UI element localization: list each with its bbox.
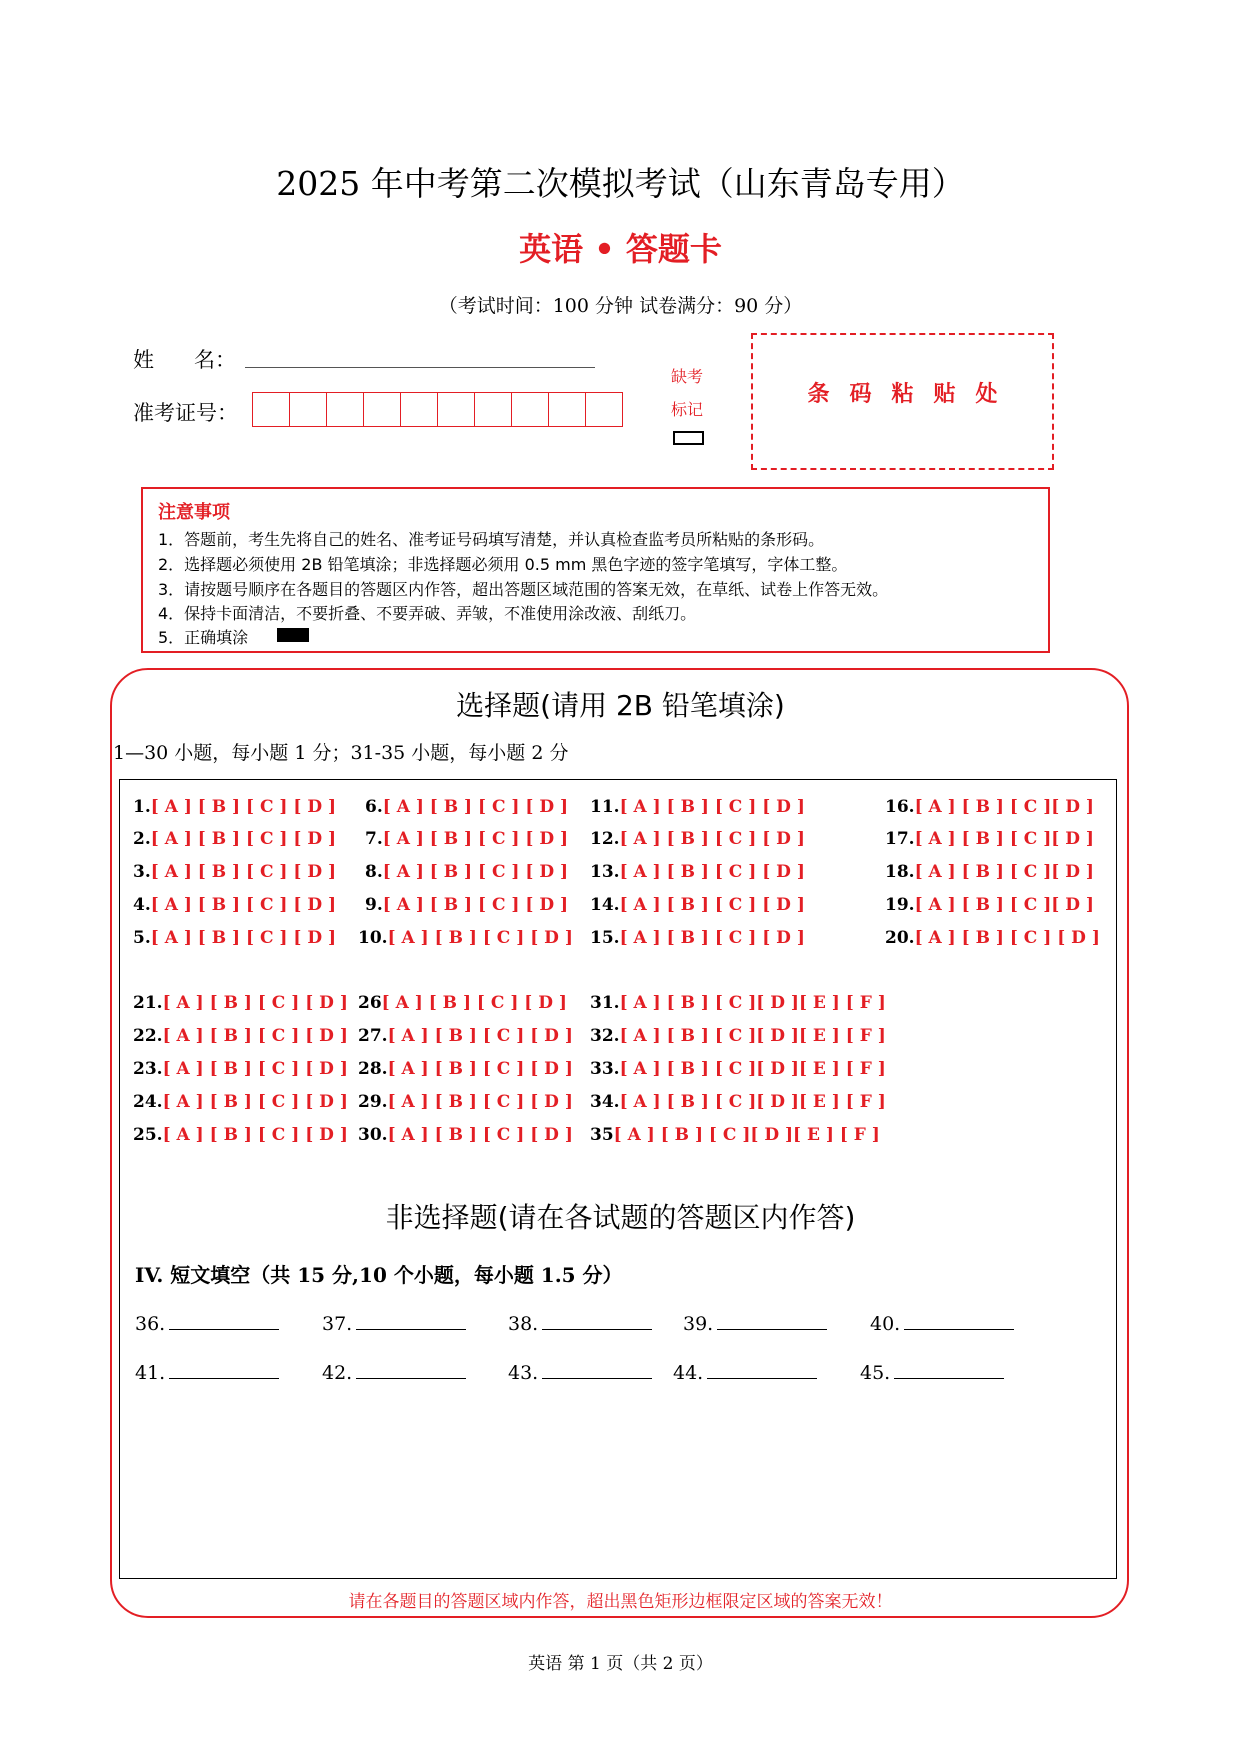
non-choice-section-title: 非选择题(请在各试题的答题区内作答)	[385, 1201, 856, 1234]
page-number: 英语 第 1 页（共 2 页）	[528, 1654, 713, 1674]
question-item[interactable]: 4.[ A ] [ B ] [ C ] [ D ]	[133, 895, 337, 915]
question-item[interactable]: 6.[ A ] [ B ] [ C ] [ D ]	[365, 797, 569, 817]
question-item[interactable]: 15.[ A ] [ B ] [ C ] [ D ]	[590, 928, 805, 948]
blank-answer[interactable]: 42.	[322, 1360, 466, 1384]
blank-answer[interactable]: 41.	[135, 1360, 279, 1384]
question-item[interactable]: 7.[ A ] [ B ] [ C ] [ D ]	[365, 829, 569, 849]
id-digit-box[interactable]	[548, 392, 586, 427]
question-item[interactable]: 16.[ A ] [ B ] [ C ][ D ]	[885, 797, 1094, 817]
question-item[interactable]: 5.[ A ] [ B ] [ C ] [ D ]	[133, 928, 337, 948]
id-digit-box[interactable]	[363, 392, 401, 427]
question-item[interactable]: 14.[ A ] [ B ] [ C ] [ D ]	[590, 895, 805, 915]
question-item[interactable]: 33.[ A ] [ B ] [ C ][ D ][ E ] [ F ]	[590, 1059, 886, 1079]
id-digit-box[interactable]	[326, 392, 364, 427]
barcode-label: 条码粘贴处	[807, 381, 1018, 407]
name-field[interactable]	[245, 367, 595, 368]
absent-mark-label: 标记	[671, 400, 704, 419]
notice-item: 5．正确填涂	[158, 628, 249, 647]
id-digit-box[interactable]	[474, 392, 512, 427]
scoring-rules: 1—30 小题，每小题 1 分；31-35 小题，每小题 2 分	[113, 742, 569, 764]
blank-answer[interactable]: 38.	[508, 1311, 652, 1335]
blank-answer[interactable]: 37.	[322, 1311, 466, 1335]
blank-answer[interactable]: 44.	[673, 1360, 817, 1384]
notice-item: 2．选择题必须使用 2B 铅笔填涂；非选择题必须用 0.5 mm 黑色字迹的签字笔填写，字体工整。	[158, 555, 848, 574]
question-item[interactable]: 22.[ A ] [ B ] [ C ] [ D ]	[133, 1026, 348, 1046]
notice-item: 1．答题前，考生先将自己的姓名、准考证号码填写清楚，并认真检查监考员所粘贴的条形码。	[158, 530, 825, 549]
question-item[interactable]: 26[ A ] [ B ] [ C ] [ D ]	[358, 993, 567, 1013]
blank-answer[interactable]: 39.	[683, 1311, 827, 1335]
question-item[interactable]: 8.[ A ] [ B ] [ C ] [ D ]	[365, 862, 569, 882]
question-item[interactable]: 21.[ A ] [ B ] [ C ] [ D ]	[133, 993, 348, 1013]
notice-title: 注意事项	[158, 502, 230, 523]
name-label: 姓 名：	[133, 348, 237, 372]
question-item[interactable]: 18.[ A ] [ B ] [ C ][ D ]	[885, 862, 1094, 882]
question-item[interactable]: 12.[ A ] [ B ] [ C ] [ D ]	[590, 829, 805, 849]
notice-item: 3．请按题号顺序在各题目的答题区内作答，超出答题区域范围的答案无效，在草纸、试卷上作答无效。	[158, 580, 889, 599]
absent-mark-checkbox[interactable]	[673, 431, 704, 445]
question-item[interactable]: 23.[ A ] [ B ] [ C ] [ D ]	[133, 1059, 348, 1079]
choice-section-title: 选择题(请用 2B 铅笔填涂)	[456, 689, 785, 722]
exam-meta: （考试时间：100 分钟 试卷满分：90 分）	[438, 295, 803, 317]
exam-id-field[interactable]	[253, 392, 623, 427]
question-item[interactable]: 20.[ A ] [ B ] [ C ] [ D ]	[885, 928, 1100, 948]
answer-area-warning: 请在各题目的答题区域内作答，超出黑色矩形边框限定区域的答案无效！	[348, 1592, 893, 1612]
question-item[interactable]: 25.[ A ] [ B ] [ C ] [ D ]	[133, 1125, 348, 1145]
question-item[interactable]: 11.[ A ] [ B ] [ C ] [ D ]	[590, 797, 805, 817]
notice-item: 4．保持卡面清洁，不要折叠、不要弄破、弄皱，不准使用涂改液、刮纸刀。	[158, 604, 697, 623]
blank-answer[interactable]: 45.	[860, 1360, 1004, 1384]
answer-card-subtitle: 英语 • 答题卡	[519, 230, 722, 268]
question-item[interactable]: 29.[ A ] [ B ] [ C ] [ D ]	[358, 1092, 573, 1112]
question-item[interactable]: 35[ A ] [ B ] [ C ][ D ][ E ] [ F ]	[590, 1125, 880, 1145]
id-digit-box[interactable]	[585, 392, 623, 427]
question-item[interactable]: 30.[ A ] [ B ] [ C ] [ D ]	[358, 1125, 573, 1145]
question-item[interactable]: 28.[ A ] [ B ] [ C ] [ D ]	[358, 1059, 573, 1079]
question-item[interactable]: 34.[ A ] [ B ] [ C ][ D ][ E ] [ F ]	[590, 1092, 886, 1112]
id-digit-box[interactable]	[252, 392, 290, 427]
absent-mark-label: 缺考	[671, 367, 704, 386]
blank-answer[interactable]: 36.	[135, 1311, 279, 1335]
question-item[interactable]: 32.[ A ] [ B ] [ C ][ D ][ E ] [ F ]	[590, 1026, 886, 1046]
question-item[interactable]: 24.[ A ] [ B ] [ C ] [ D ]	[133, 1092, 348, 1112]
id-digit-box[interactable]	[437, 392, 475, 427]
question-item[interactable]: 13.[ A ] [ B ] [ C ] [ D ]	[590, 862, 805, 882]
exam-title: 2025 年中考第二次模拟考试（山东青岛专用）	[276, 164, 965, 203]
correct-fill-sample	[277, 628, 309, 642]
question-item[interactable]: 2.[ A ] [ B ] [ C ] [ D ]	[133, 829, 337, 849]
blank-answer[interactable]: 43.	[508, 1360, 652, 1384]
id-digit-box[interactable]	[400, 392, 438, 427]
question-item[interactable]: 9.[ A ] [ B ] [ C ] [ D ]	[365, 895, 569, 915]
question-item[interactable]: 1.[ A ] [ B ] [ C ] [ D ]	[133, 797, 337, 817]
blank-answer[interactable]: 40.	[870, 1311, 1014, 1335]
question-item[interactable]: 10.[ A ] [ B ] [ C ] [ D ]	[358, 928, 573, 948]
id-digit-box[interactable]	[289, 392, 327, 427]
question-item[interactable]: 27.[ A ] [ B ] [ C ] [ D ]	[358, 1026, 573, 1046]
exam-id-label: 准考证号：	[133, 401, 238, 425]
question-item[interactable]: 17.[ A ] [ B ] [ C ][ D ]	[885, 829, 1094, 849]
question-item[interactable]: 3.[ A ] [ B ] [ C ] [ D ]	[133, 862, 337, 882]
part4-title: IV. 短文填空（共 15 分,10 个小题，每小题 1.5 分）	[135, 1263, 623, 1287]
question-item[interactable]: 31.[ A ] [ B ] [ C ][ D ][ E ] [ F ]	[590, 993, 886, 1013]
question-item[interactable]: 19.[ A ] [ B ] [ C ][ D ]	[885, 895, 1094, 915]
id-digit-box[interactable]	[511, 392, 549, 427]
